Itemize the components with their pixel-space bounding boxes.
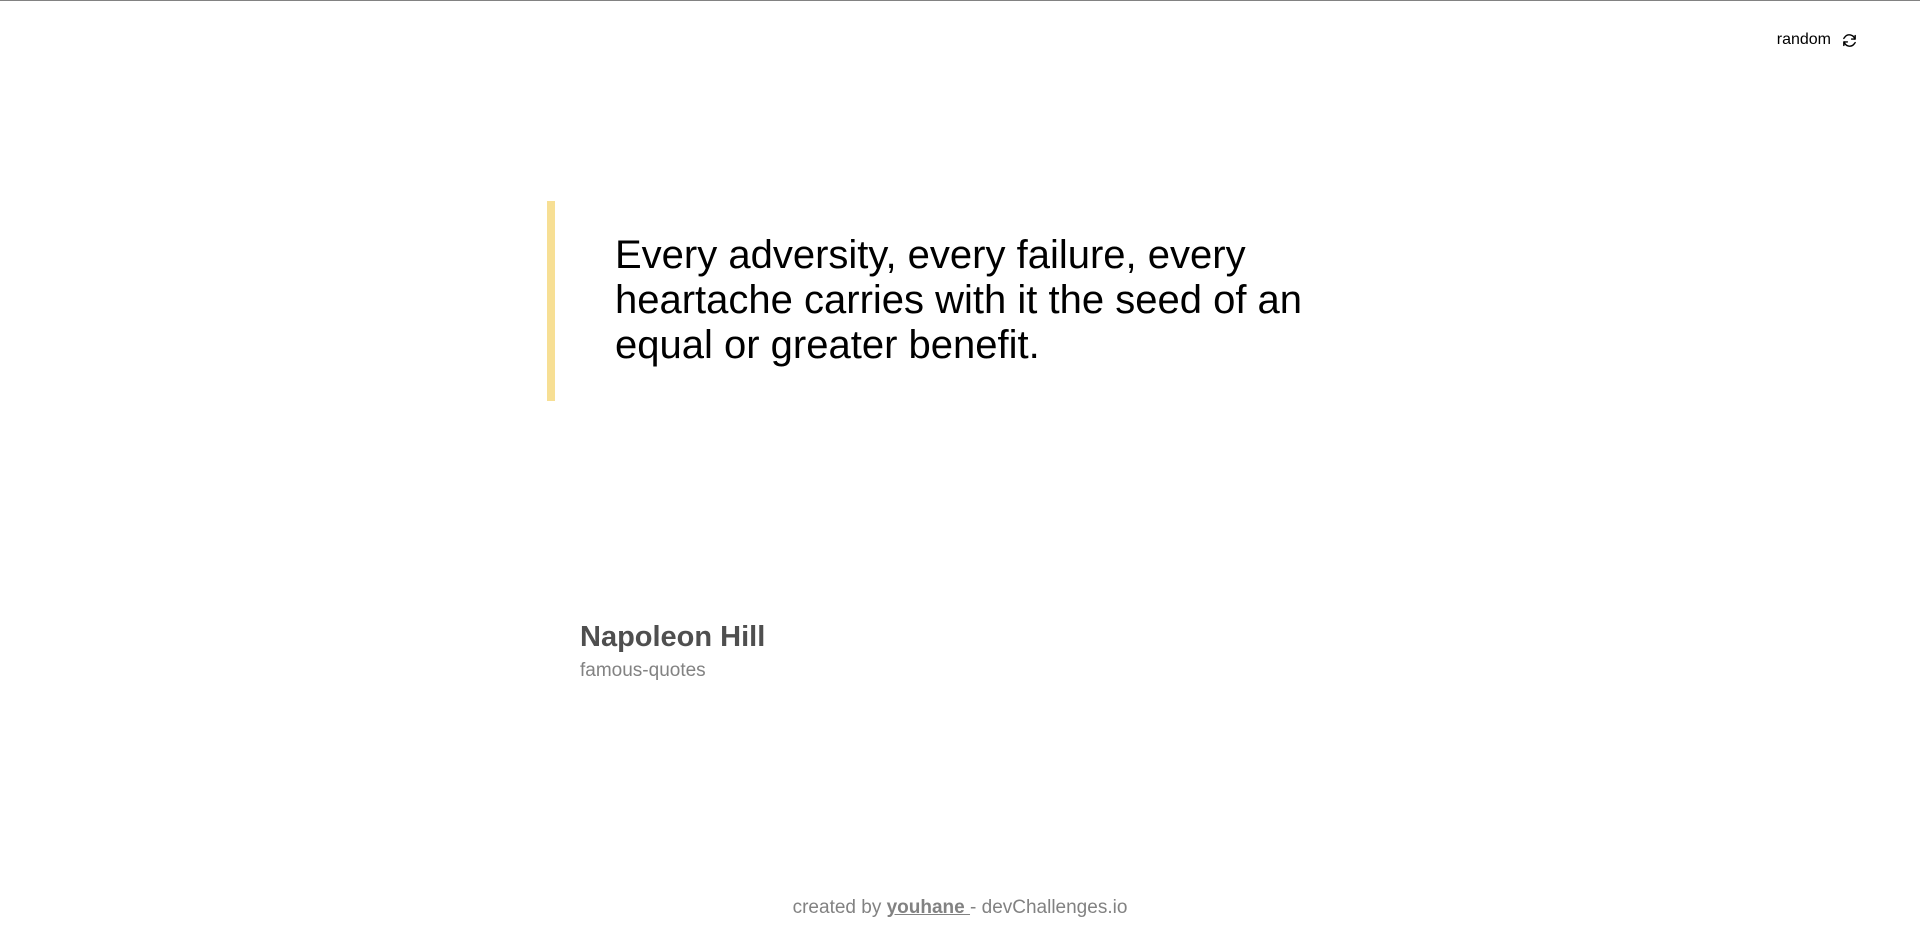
- author-genre: famous-quotes: [580, 660, 706, 681]
- quote-block: [547, 201, 1307, 401]
- refresh-icon: [1841, 32, 1858, 49]
- author-card[interactable]: [580, 619, 765, 683]
- quote-accent-bar: [547, 201, 555, 401]
- footer: [0, 897, 1920, 919]
- random-label: random: [1776, 31, 1831, 48]
- footer-username-link[interactable]: youhane: [886, 897, 971, 918]
- footer-suffix: - devChallenges.io: [970, 897, 1128, 918]
- quote-text: Every adversity, every failure, every heartache carries with it the seed of an equal or greater benefit.: [615, 233, 1303, 367]
- random-button[interactable]: [1777, 31, 1858, 49]
- author-name[interactable]: Napoleon Hill: [580, 621, 766, 653]
- footer-prefix: created by: [792, 897, 887, 918]
